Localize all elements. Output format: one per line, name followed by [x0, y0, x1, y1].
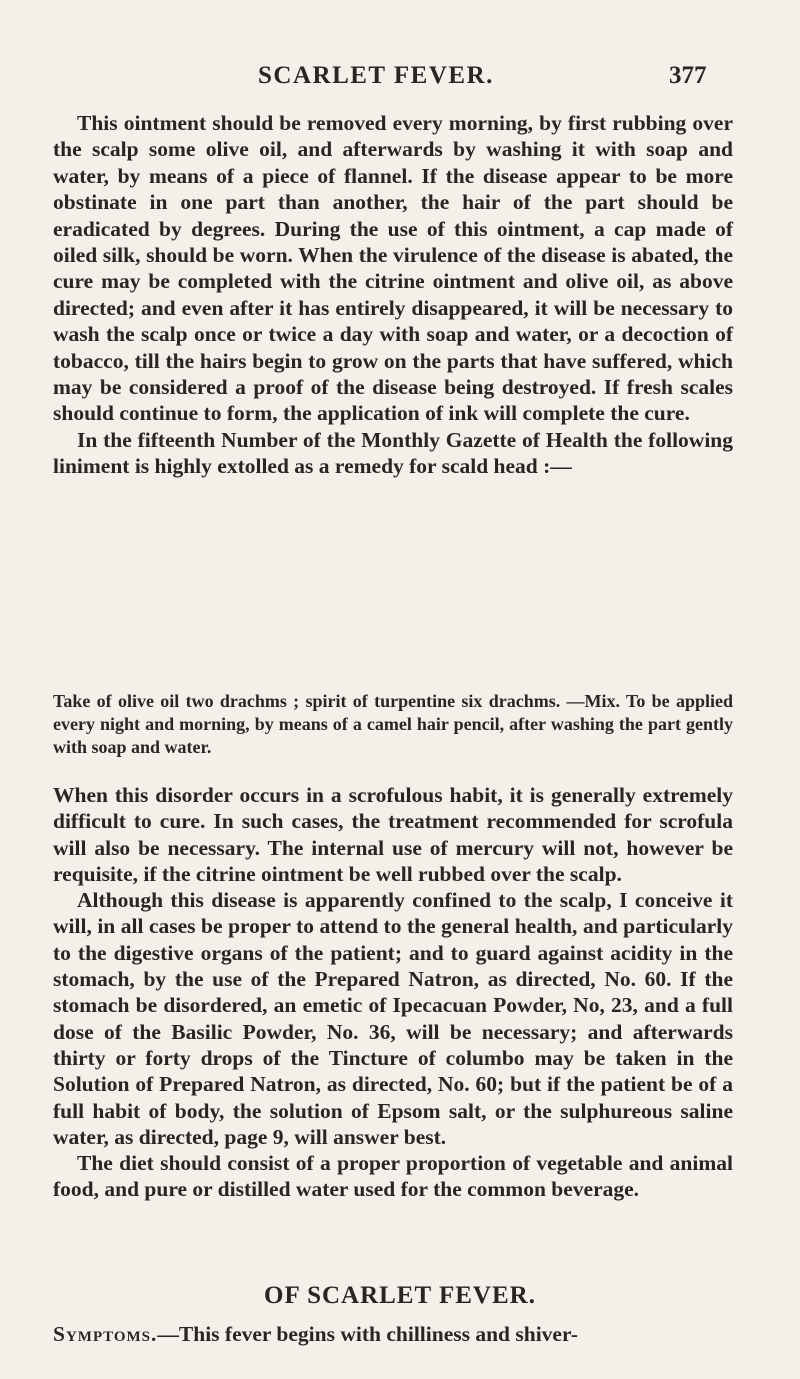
- paragraph: Although this disease is apparently confined to the scalp, I conceive it will, in all cases be proper to attend to the general health, and particularly to the digestive organs of the patient; and to guard against acidity in the stomach, by the use of the Prepared Natron, as directed, No. 60. If the stomach be disordered, an emetic of Ipecacuan Powder, No, 23, and a full dose of the Basilic Powder, No. 36, will be necessary; and afterwards thirty or forty drops of the Tincture of columbo may be taken in the Solution of Prepared Natron, as directed, No. 60; but if the patient be of a full habit of body, the solution of Epsom salt, or the sulphureous saline water, as directed, page 9, will answer best.: [53, 888, 733, 1149]
- section-heading: OF SCARLET FEVER.: [264, 1282, 536, 1309]
- recipe-text: Take of olive oil two drachms ; spirit of turpentine six drachms. —Mix. To be applied every night and morning, by means of a camel hair pencil, after washing the part gently with soap and water.: [53, 691, 733, 757]
- paragraph: In the fifteenth Number of the Monthly Gazette of Health the following liniment is highly extolled as a remedy for scald head :—: [53, 427, 733, 479]
- running-head: [0, 62, 800, 102]
- symptoms-label: Symptoms.: [53, 1322, 158, 1346]
- running-title: SCARLET FEVER.: [258, 62, 494, 89]
- recipe-block: [53, 690, 733, 759]
- body-text-top: [53, 110, 733, 480]
- body-text-bottom: [53, 782, 733, 1203]
- paragraph: This ointment should be removed every morning, by first rubbing over the scalp some olive oil, and afterwards by washing it with soap and water, by means of a piece of flannel. If the disease appear to be more obstinate in one part than another, the hair of the part should be eradicated by degrees. During the use of this ointment, a cap made of oiled silk, should be worn. When the virulence of the disease is abated, the cure may be completed with the citrine ointment and olive oil, as above directed; and even after it has entirely disappeared, it will be necessary to wash the scalp once or twice a day with soap and water, or a decoction of tobacco, till the hairs begin to grow on the parts that have suffered, which may be considered a proof of the disease being destroyed. If fresh scales should continue to form, the application of ink will complete the cure.: [53, 111, 733, 426]
- paragraph: When this disorder occurs in a scrofulous habit, it is generally extremely difficult to cure. In such cases, the treatment recommended for scrofula will also be necessary. The internal use of mercury will not, however be requisite, if the citrine ointment be well rubbed over the scalp.: [53, 783, 733, 886]
- symptoms-text: —This fever begins with chilliness and shiver-: [157, 1322, 578, 1346]
- symptoms-line: [53, 1321, 733, 1347]
- paragraph: The diet should consist of a proper proportion of vegetable and animal food, and pure or distilled water used for the common beverage.: [53, 1151, 733, 1202]
- page-number: 377: [669, 62, 707, 89]
